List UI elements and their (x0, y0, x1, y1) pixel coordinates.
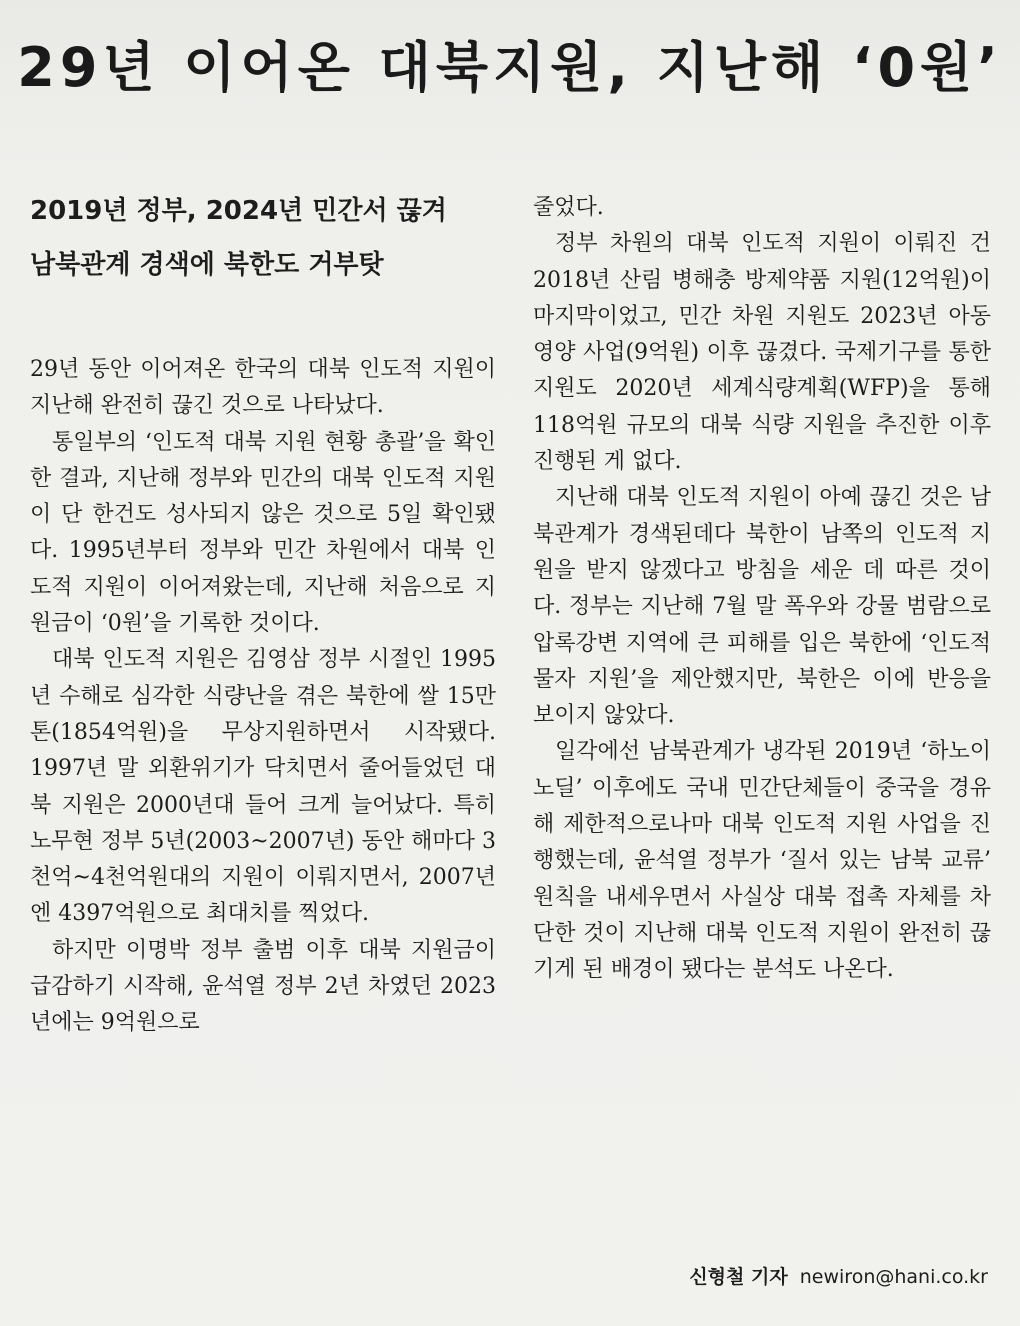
paragraph: 정부 차원의 대북 인도적 지원이 이뤄진 건 2018년 산림 병해충 방제약품 지원(12억원)이 마지막이었고, 민간 차원 지원도 2023년 아동영양 사업(9억원) 이후 끊겼다. 국제기구를 통한 지원도 2020년 세계식량계획(WFP)을 통해 118억원 규모의 대북 식량 지원을 추진한 이후 진행된 게 없다. (533, 231, 991, 475)
subheadline-line-1: 2019년 정부, 2024년 민간서 끊겨 (30, 196, 447, 226)
subheadline-line-2: 남북관계 경색에 북한도 거부탓 (30, 250, 384, 280)
paragraph: 대북 인도적 지원은 김영삼 정부 시절인 1995년 수해로 심각한 식량난을 겪은 북한에 쌀 15만톤(1854억원)을 무상지원하면서 시작됐다. 1997년 말 외환위기가 닥치면서 줄어들었던 대북 지원은 2000년대 들어 크게 늘어났다. 특히 노무현 정부 5년(2003~2007년) 동안 해마다 3천억~4천억원대의 지원이 이뤄지면서, 2007년엔 4397억원으로 최대치를 찍었다. (30, 647, 496, 927)
paragraph: 하지만 이명박 정부 출범 이후 대북 지원금이 급감하기 시작해, 윤석열 정부 2년 차였던 2023년에는 9억원으로 (30, 937, 496, 1036)
paragraph: 통일부의 ‘인도적 대북 지원 현황 총괄’을 확인한 결과, 지난해 정부와 민간의 대북 인도적 지원이 단 한건도 성사되지 않은 것으로 5일 확인됐다. 1995년부터 정부와 민간 차원에서 대북 인도적 지원이 이어져왔는데, 지난해 처음으로 지원금이 ‘0원’을 기록한 것이다. (30, 429, 496, 637)
reporter-email: newiron@hani.co.kr (799, 1266, 988, 1288)
paragraph: 29년 동안 이어져온 한국의 대북 인도적 지원이 지난해 완전히 끊긴 것으로 나타났다. (30, 357, 496, 419)
paragraph: 줄었다. (533, 195, 604, 220)
reporter-name: 신형철 기자 (689, 1266, 788, 1288)
headline: 29년 이어온 대북지원, 지난해 ‘0원’ (17, 36, 1003, 99)
paragraph: 지난해 대북 인도적 지원이 아예 끊긴 것은 남북관계가 경색된데다 북한이 남쪽의 인도적 지원을 받지 않겠다고 방침을 세운 데 따른 것이다. 정부는 지난해 7월 말 폭우와 강물 범람으로 압록강변 지역에 큰 피해를 입은 북한에 ‘인도적 물자 지원’을 제안했지만, 북한은 이에 반응을 보이지 않았다. (533, 485, 991, 729)
subheadline (30, 184, 500, 292)
paragraph: 일각에선 남북관계가 냉각된 2019년 ‘하노이 노딜’ 이후에도 국내 민간단체들이 중국을 경유해 제한적으로나마 대북 인도적 지원 사업을 진행했는데, 윤석열 정부가 ‘질서 있는 남북 교류’ 원칙을 내세우면서 사실상 대북 접촉 자체를 차단한 것이 지난해 대북 인도적 지원이 완전히 끊기게 된 배경이 됐다는 분석도 나온다. (533, 739, 991, 983)
article-left-column (30, 352, 496, 1042)
byline (689, 1262, 988, 1289)
article-right-column (533, 190, 991, 989)
